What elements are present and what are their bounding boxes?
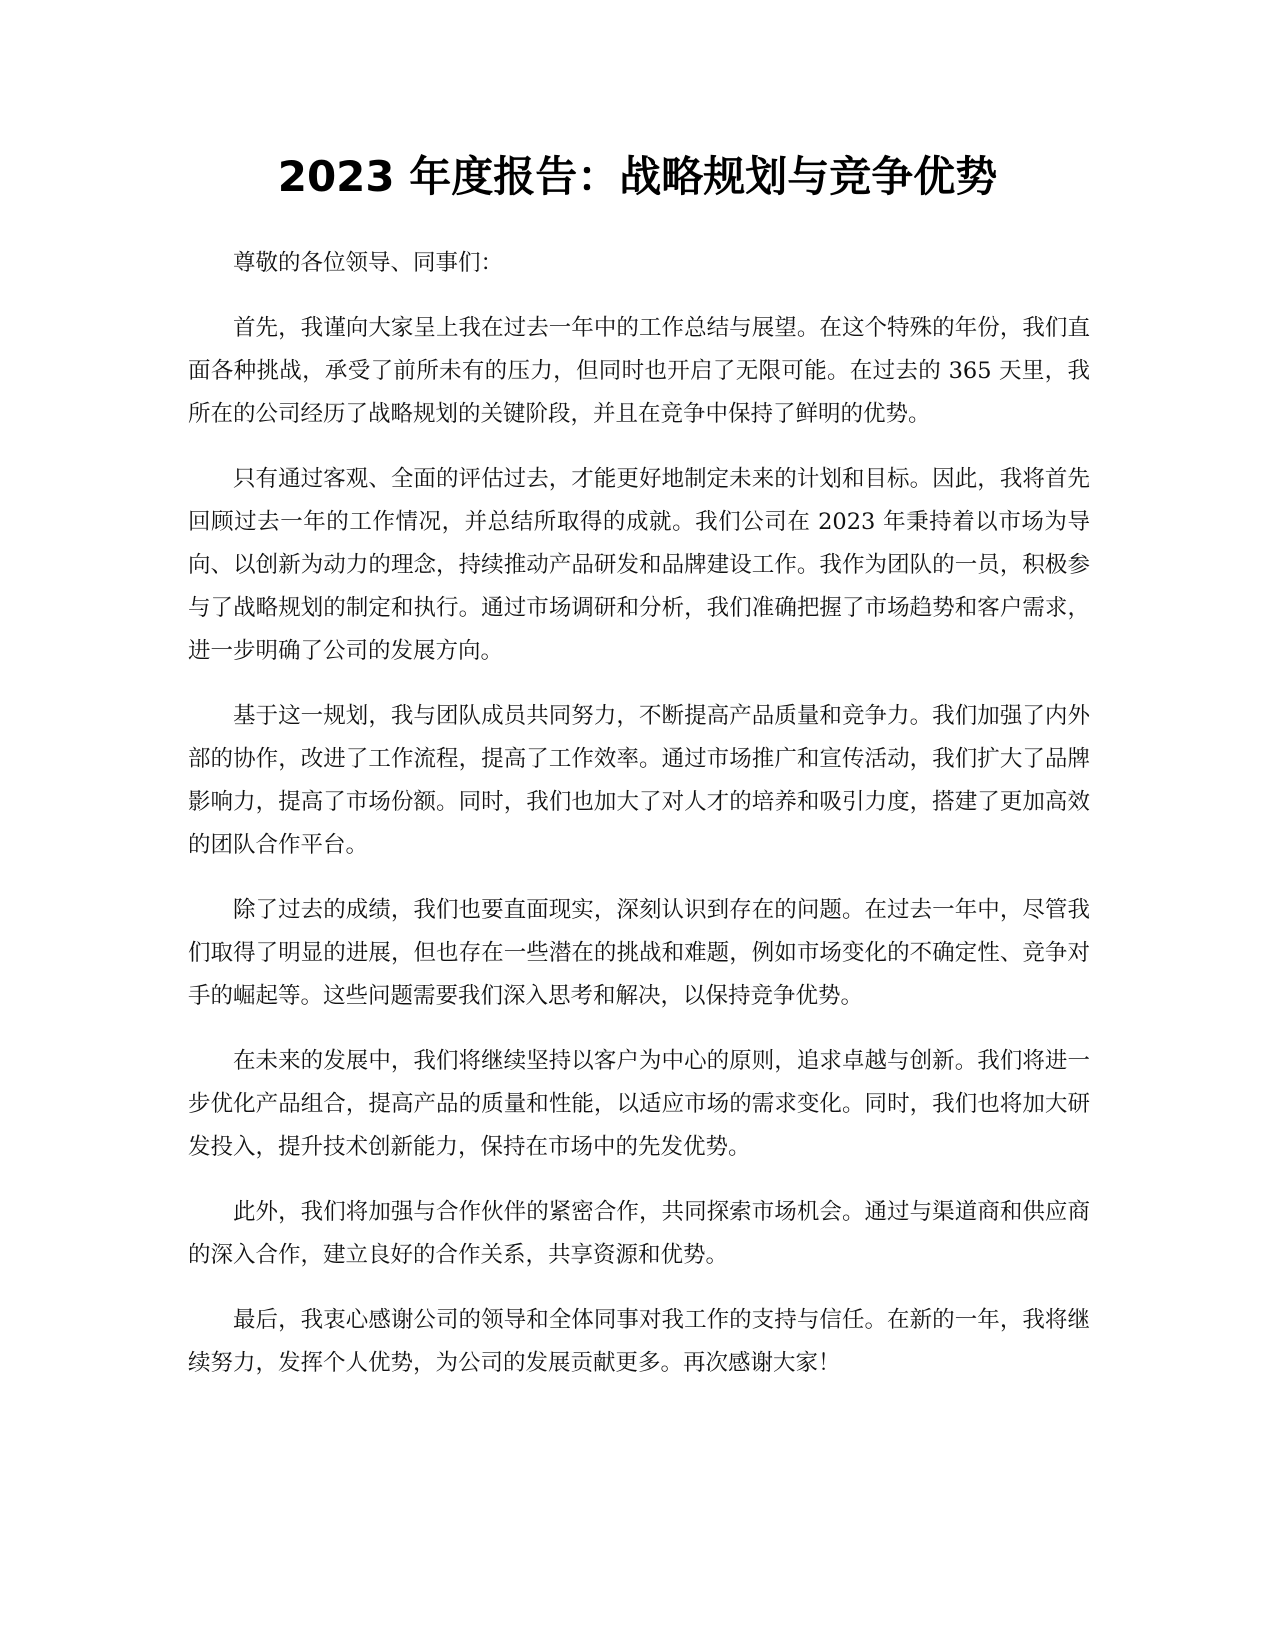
salutation-paragraph: 尊敬的各位领导、同事们： [233,250,504,276]
body-paragraph: 首先，我谨向大家呈上我在过去一年中的工作总结与展望。在这个特殊的年份，我们直面各种挑战，承受了前所未有的压力，但同时也开启了无限可能。在过去的 365 天里，我所在的公司经历了战略规划的关键阶段，并且在竞争中保持了鲜明的优势。 [188,315,1090,427]
body-paragraph: 此外，我们将加强与合作伙伴的紧密合作，共同探索市场机会。通过与渠道商和供应商的深入合作，建立良好的合作关系，共享资源和优势。 [188,1199,1090,1268]
body-paragraph: 在未来的发展中，我们将继续坚持以客户为中心的原则，追求卓越与创新。我们将进一步优化产品组合，提高产品的质量和性能，以适应市场的需求变化。同时，我们也将加大研发投入，提升技术创新能力，保持在市场中的先发优势。 [188,1048,1090,1160]
body-paragraph: 基于这一规划，我与团队成员共同努力，不断提高产品质量和竞争力。我们加强了内外部的协作，改进了工作流程，提高了工作效率。通过市场推广和宣传活动，我们扩大了品牌影响力，提高了市场份额。同时，我们也加大了对人才的培养和吸引力度，搭建了更加高效的团队合作平台。 [188,703,1090,858]
body-paragraph: 除了过去的成绩，我们也要直面现实，深刻认识到存在的问题。在过去一年中，尽管我们取得了明显的进展，但也存在一些潜在的挑战和难题，例如市场变化的不确定性、竞争对手的崛起等。这些问题需要我们深入思考和解决，以保持竞争优势。 [188,897,1090,1009]
body-paragraph: 只有通过客观、全面的评估过去，才能更好地制定未来的计划和目标。因此，我将首先回顾过去一年的工作情况，并总结所取得的成就。我们公司在 2023 年秉持着以市场为导向、以创新为动力的理念，持续推动产品研发和品牌建设工作。我作为团队的一员，积极参与了战略规划的制定和执行。通过市场调研和分析，我们准确把握了市场趋势和客户需求，进一步明确了公司的发展方向。 [188,466,1090,664]
closing-paragraph: 最后，我衷心感谢公司的领导和全体同事对我工作的支持与信任。在新的一年，我将继续努力，发挥个人优势，为公司的发展贡献更多。再次感谢大家！ [188,1307,1090,1376]
document-body [188,242,1090,1407]
document-title: 2023 年度报告：战略规划与竞争优势 [277,152,998,201]
